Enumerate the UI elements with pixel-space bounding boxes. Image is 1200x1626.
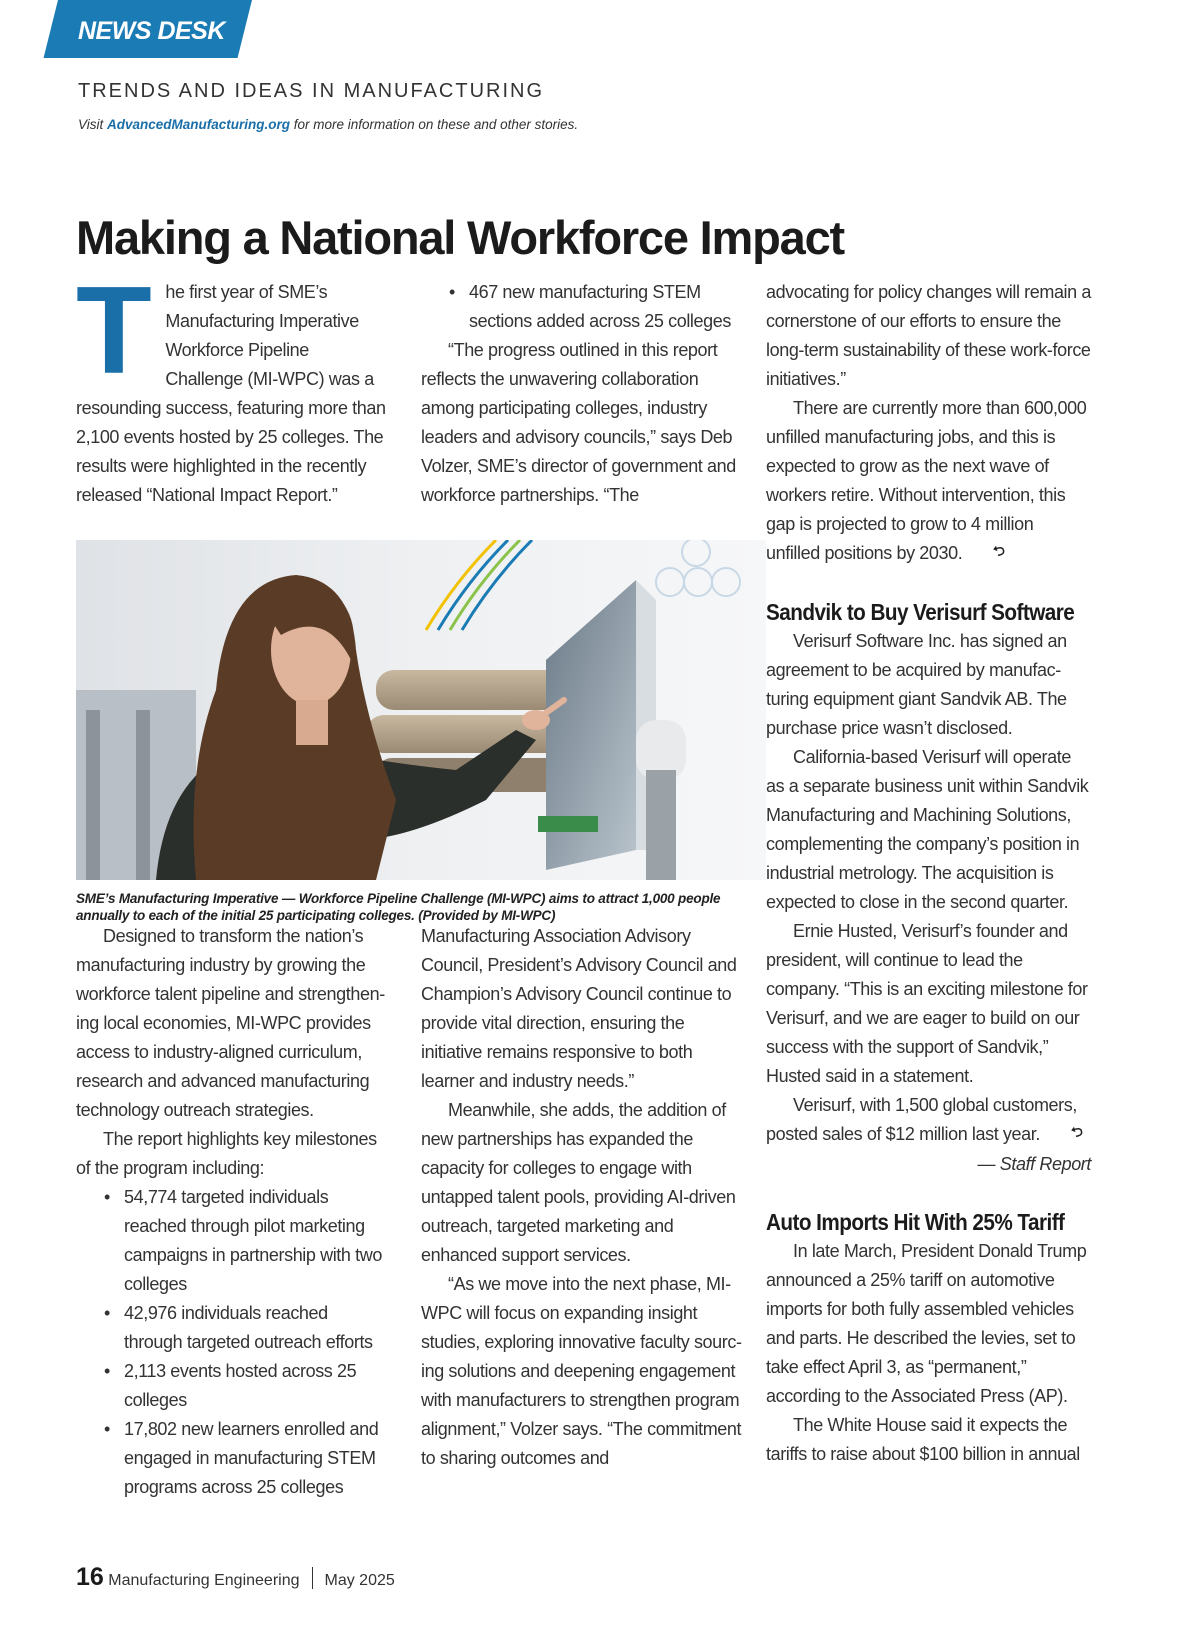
list-item: • 17,802 new learners enrolled and engaged in manufacturing STEM programs across 25 colleges — [76, 1415, 388, 1502]
page-number: 16 — [76, 1563, 104, 1591]
visit-pre: Visit — [78, 117, 108, 132]
list-item: • 2,113 events hosted across 25 colleges — [76, 1357, 388, 1415]
issue-date: May 2025 — [324, 1572, 395, 1589]
next-phase-paragraph: “As we move into the next phase, MI-WPC will focus on expanding insight studies, exploring innovative faculty sourc-ing solutions and deepening engagement with manufacturers to strengthen program alignment,” Volzer says. “The commitment to sharing outcomes and — [421, 1274, 742, 1468]
woman-at-machine-photo — [76, 540, 766, 880]
website-link[interactable]: AdvancedManufacturing.org — [107, 117, 291, 132]
article-column-1-bottom — [76, 922, 388, 1502]
sandvik-paragraph-4: Verisurf, with 1,500 global customers, posted sales of $12 million last year. — [766, 1095, 1077, 1144]
visit-post: for more information on these and other stories. — [290, 117, 579, 132]
list-item: • 54,774 targeted individuals reached through pilot marketing campaigns in partnership with two colleges — [76, 1183, 388, 1299]
intro-paragraph: he first year of SME’s Manufacturing Imperative Workforce Pipeline Challenge (MI-WPC) was a resounding success, featuring more than 2,100 events hosted by 25 colleges. The results were highlighted in the recently released “National Impact Report.” — [76, 282, 386, 505]
sandvik-paragraph-3: Ernie Husted, Verisurf’s founder and president, will continue to lead the company. “This is an exciting milestone for Verisurf, and we are eager to build on our success with the support of Sandvik,” Husted said in a statement. — [766, 921, 1088, 1086]
article-column-2-bottom — [421, 922, 743, 1473]
sandvik-headline: Sandvik to Buy Verisurf Software — [766, 599, 1075, 625]
section-kicker: TRENDS AND IDEAS IN MANUFACTURING — [78, 80, 545, 102]
tariff-headline: Auto Imports Hit With 25% Tariff — [766, 1209, 1065, 1235]
quote-paragraph: “The progress outlined in this report reflects the unwavering collaboration among participating colleges, industry leaders and advisory councils,” says Deb Volzer, SME’s director of government and workforce partnerships. “The — [421, 340, 736, 505]
article-photo — [76, 540, 766, 880]
list-item: • 467 new manufacturing STEM sections added across 25 colleges — [421, 278, 741, 336]
end-mark-icon: ⮌ — [1069, 1122, 1084, 1141]
article-headline: Making a National Workforce Impact — [76, 211, 844, 264]
publication-name: Manufacturing Engineering — [108, 1572, 300, 1589]
news-desk-label: NEWS DESK — [78, 17, 225, 45]
footer-divider — [312, 1567, 313, 1589]
tariff-paragraph-2: The White House said it expects the tariffs to raise about $100 billion in annual — [766, 1415, 1080, 1464]
visit-line — [78, 117, 578, 132]
staff-report-signoff: — Staff Report — [977, 1154, 1091, 1174]
advisory-paragraph: Manufacturing Association Advisory Council, President’s Advisory Council and Champion’s Advisory Council continue to provide vital direction, ensuring the initiative remains responsive to both learner and industry needs.” — [421, 926, 737, 1091]
article-column-2-top — [421, 278, 741, 510]
milestones-list — [76, 1183, 388, 1502]
tariff-paragraph-1: In late March, President Donald Trump announced a 25% tariff on automotive imports for both fully assembled vehicles and parts. He described the levies, set to take effect April 3, as “permanent,” according to the Associated Press (AP). — [766, 1241, 1087, 1406]
article-column-3 — [766, 278, 1091, 1469]
page-footer — [76, 1563, 395, 1592]
end-mark-icon: ⮌ — [991, 541, 1007, 560]
article-column-1-top — [76, 262, 388, 510]
sandvik-paragraph-2: California-based Verisurf will operate as a separate business unit within Sandvik Manufacturing and Machining Solutions, complementing the company’s position in industrial metrology. The acquisition is expected to close in the second quarter. — [766, 747, 1089, 912]
list-item: • 42,976 individuals reached through targeted outreach efforts — [76, 1299, 388, 1357]
sandvik-paragraph-1: Verisurf Software Inc. has signed an agreement to be acquired by manufac-turing equipment giant Sandvik AB. The purchase price wasn’t disclosed. — [766, 631, 1067, 738]
design-paragraph: Designed to transform the nation’s manufacturing industry by growing the workforce talent pipeline and strengthen-ing local economies, MI-WPC provides access to industry-aligned curriculum, research and advanced manufacturing technology outreach strategies. — [76, 926, 385, 1120]
photo-caption: SME’s Manufacturing Imperative — Workforce Pipeline Challenge (MI-WPC) aims to attract 1,000 people annually to each of the initial 25 participating colleges. (Provided by MI-WPC) — [76, 891, 721, 923]
milestones-intro: The report highlights key milestones of the program including: — [76, 1129, 377, 1178]
partnerships-paragraph: Meanwhile, she adds, the addition of new partnerships has expanded the capacity for colleges to engage with untapped talent pools, providing AI-driven outreach, targeted marketing and enhanced support services. — [421, 1100, 736, 1265]
jobs-paragraph: There are currently more than 600,000 unfilled manufacturing jobs, and this is expected to grow as the next wave of workers retire. Without intervention, this gap is projected to grow to 4 million unfilled positions by 2030. — [766, 398, 1087, 563]
policy-paragraph: advocating for policy changes will remain a cornerstone of our efforts to ensure the long-term sustainability of these work-force initiatives.” — [766, 282, 1091, 389]
drop-cap: T — [76, 262, 152, 400]
